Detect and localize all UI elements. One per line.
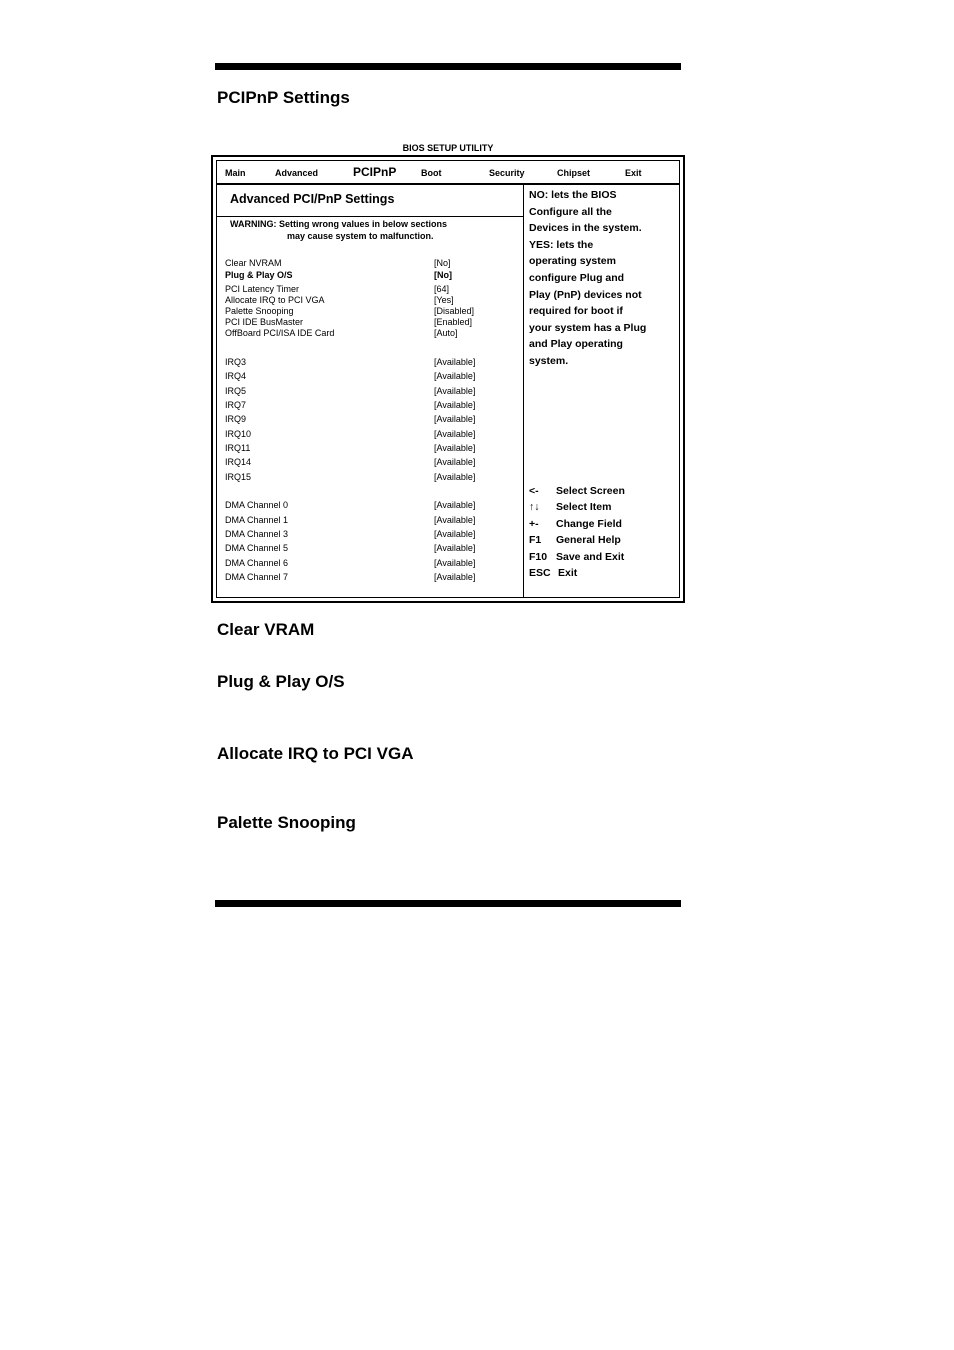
dma-value: [Available]	[434, 529, 476, 539]
key-name: ↑↓	[529, 501, 540, 514]
dma-row[interactable]	[225, 529, 519, 539]
key-description: Save and Exit	[556, 550, 625, 563]
irq-label: IRQ10	[225, 429, 252, 439]
dma-label: DMA Channel 7	[225, 572, 289, 582]
help-text: NO: lets the BIOS Configure all the Devices in the system. YES: lets the operating system configure Plug and Play (PnP) devices not required for boot if your system has a Plug and Play operating system.	[529, 189, 647, 367]
setting-value: [No]	[434, 258, 451, 268]
irq-value: [Available]	[434, 457, 476, 467]
dma-label: DMA Channel 1	[225, 515, 289, 525]
dma-row[interactable]	[225, 572, 519, 582]
setting-value: [Disabled]	[434, 306, 475, 316]
help-panel	[524, 185, 679, 597]
page-title: PCIPnP Settings	[217, 88, 350, 107]
setting-value: [No]	[434, 270, 452, 280]
menu-advanced[interactable]: Advanced	[275, 168, 319, 178]
key-name: F1	[529, 534, 542, 547]
bios-utility-title: BIOS SETUP UTILITY	[402, 143, 494, 153]
top-rule	[215, 63, 681, 70]
menu-security[interactable]: Security	[489, 168, 525, 178]
dma-value: [Available]	[434, 543, 476, 553]
irq-row[interactable]	[225, 429, 519, 439]
setting-label: Palette Snooping	[225, 306, 294, 316]
irq-value: [Available]	[434, 472, 476, 482]
irq-label: IRQ4	[225, 371, 247, 381]
section-heading-clear-vram: Clear VRAM	[217, 620, 315, 639]
bios-screen	[211, 155, 685, 603]
menu-main[interactable]: Main	[225, 168, 246, 178]
dma-value: [Available]	[434, 500, 476, 510]
setting-plug-and-play-os[interactable]	[225, 270, 519, 280]
setting-offboard-ide-card[interactable]	[225, 328, 519, 338]
warning-line-1: WARNING: Setting wrong values in below sections	[230, 219, 448, 229]
irq-label: IRQ14	[225, 457, 252, 467]
menu-pcipnp[interactable]: PCIPnP	[353, 165, 397, 179]
menu-boot[interactable]: Boot	[421, 168, 442, 178]
irq-row[interactable]	[225, 472, 519, 482]
dma-row[interactable]	[225, 500, 519, 510]
section-heading-allocate-irq: Allocate IRQ to PCI VGA	[217, 744, 414, 763]
key-name: ESC	[529, 566, 551, 579]
setting-label: OffBoard PCI/ISA IDE Card	[225, 328, 335, 338]
dma-label: DMA Channel 3	[225, 529, 289, 539]
menu-exit[interactable]: Exit	[625, 168, 642, 178]
irq-value: [Available]	[434, 429, 476, 439]
setting-value: [64]	[434, 284, 450, 294]
setting-pci-latency-timer[interactable]	[225, 284, 519, 294]
dma-label: DMA Channel 6	[225, 558, 289, 568]
setting-allocate-irq-pci-vga[interactable]	[225, 295, 519, 305]
key-description: Select Item	[556, 501, 612, 514]
warning-line-2: may cause system to malfunction.	[287, 231, 434, 241]
setting-label: Clear NVRAM	[225, 258, 282, 268]
setting-pci-ide-busmaster[interactable]	[225, 317, 519, 327]
irq-value: [Available]	[434, 400, 476, 410]
key-description: Select Screen	[556, 485, 625, 497]
key-description: Exit	[558, 566, 578, 579]
irq-value: [Available]	[434, 357, 476, 367]
dma-label: DMA Channel 0	[225, 500, 289, 510]
irq-label: IRQ3	[225, 357, 247, 367]
bottom-rule	[215, 900, 681, 907]
key-name: F10	[529, 550, 548, 563]
irq-row[interactable]	[225, 386, 519, 396]
setting-palette-snooping[interactable]	[225, 306, 519, 316]
key-description: Change Field	[556, 517, 622, 530]
setting-label: PCI IDE BusMaster	[225, 317, 304, 327]
dma-row[interactable]	[225, 558, 519, 568]
bios-menu-bar	[217, 161, 679, 185]
dma-value: [Available]	[434, 558, 476, 568]
irq-label: IRQ9	[225, 414, 247, 424]
setting-label: PCI Latency Timer	[225, 284, 300, 294]
irq-value: [Available]	[434, 443, 476, 453]
dma-label: DMA Channel 5	[225, 543, 289, 553]
settings-panel	[217, 185, 524, 597]
irq-row[interactable]	[225, 457, 519, 467]
irq-value: [Available]	[434, 414, 476, 424]
dma-value: [Available]	[434, 572, 476, 582]
dma-row[interactable]	[225, 515, 519, 525]
irq-label: IRQ5	[225, 386, 247, 396]
key-name: <-	[529, 485, 539, 497]
setting-value: [Enabled]	[434, 317, 473, 327]
panel-title: Advanced PCI/PnP Settings	[230, 192, 395, 206]
setting-clear-nvram[interactable]	[225, 258, 519, 268]
irq-row[interactable]	[225, 371, 519, 381]
section-heading-palette-snooping: Palette Snooping	[217, 813, 356, 832]
setting-value: [Yes]	[434, 295, 454, 305]
section-heading-plug-and-play: Plug & Play O/S	[217, 672, 345, 691]
irq-row[interactable]	[225, 400, 519, 410]
setting-label: Plug & Play O/S	[225, 270, 293, 280]
key-name: +-	[529, 517, 539, 530]
irq-value: [Available]	[434, 386, 476, 396]
setting-value: [Auto]	[434, 328, 458, 338]
key-description: General Help	[556, 534, 621, 547]
dma-row[interactable]	[225, 543, 519, 553]
irq-label: IRQ11	[225, 443, 251, 453]
irq-value: [Available]	[434, 371, 476, 381]
irq-row[interactable]	[225, 443, 519, 453]
dma-value: [Available]	[434, 515, 476, 525]
irq-row[interactable]	[225, 414, 519, 424]
bios-inner-frame	[216, 160, 680, 598]
irq-label: IRQ7	[225, 400, 247, 410]
menu-chipset[interactable]: Chipset	[557, 168, 591, 178]
warning-message	[230, 218, 447, 242]
irq-row[interactable]	[225, 357, 519, 367]
title-divider	[217, 216, 523, 217]
setting-label: Allocate IRQ to PCI VGA	[225, 295, 325, 305]
irq-label: IRQ15	[225, 472, 252, 482]
